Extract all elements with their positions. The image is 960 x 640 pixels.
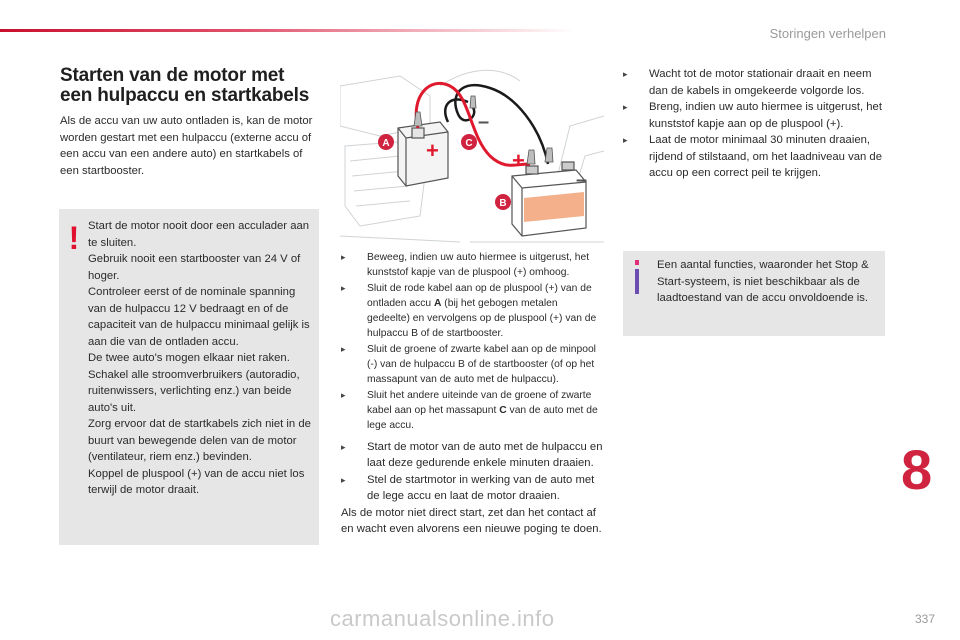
connection-steps xyxy=(341,250,603,538)
bullet-icon: ▸ xyxy=(341,441,346,452)
warning-line: Gebruik nooit een startbooster van 24 V of hoger. xyxy=(88,253,301,282)
step-bold: C xyxy=(499,404,507,416)
bullet-icon: ▸ xyxy=(623,102,628,112)
label-a xyxy=(378,134,394,150)
label-c xyxy=(461,134,477,150)
plus-sign-b: + xyxy=(512,148,525,173)
list-item xyxy=(623,99,885,132)
page-title: Starten van de motor met een hulpaccu en startkabels xyxy=(60,65,310,106)
battery-a xyxy=(398,122,448,186)
warning-line: Controleer eerst of de nominale spanning van de hulpaccu 12 V bedraagt en of de capaciteit van de hulpaccu minimaal gelijk is aan die van de ontladen accu. xyxy=(88,286,310,348)
svg-text:C: C xyxy=(465,138,473,149)
warning-line: Start de motor nooit door een acculader aan te sluiten. xyxy=(88,220,310,249)
chapter-number: 8 xyxy=(901,438,933,501)
warning-line: Koppel de pluspool (+) van de accu niet los terwijl de motor draait. xyxy=(88,467,305,496)
step-text: van de auto met de lege accu. xyxy=(367,404,598,432)
list-item xyxy=(623,132,885,182)
jump-start-illustration xyxy=(340,66,604,244)
exclamation-icon: ! xyxy=(68,220,80,256)
warning-line: Schakel alle stroomverbruikers (autoradio, ruitenwissers, verlichting enz.) van beide auto's uit. xyxy=(88,368,300,414)
section-title: Storingen verhelpen xyxy=(769,26,886,41)
list-item xyxy=(341,342,603,388)
step-text: Wacht tot de motor stationair draait en neem dan de kabels in omgekeerde volgorde los. xyxy=(649,68,872,97)
finishing-steps xyxy=(623,66,885,182)
bullet-icon: ▸ xyxy=(341,343,346,354)
step-text: Sluit de groene of zwarte kabel aan op de minpool (-) van de hulpaccu B of de startbooster (of op het massapunt van de auto met de hulpaccu). xyxy=(367,343,596,386)
intro-paragraph: Als de accu van uw auto ontladen is, kan de motor worden gestart met een hulpaccu (externe accu of een accu van een andere auto) en startkabels of een startbooster. xyxy=(60,115,313,177)
step-text: Laat de motor minimaal 30 minuten draaien, rijdend of stilstaand, om het laadniveau van de accu op een correct peil te krijgen. xyxy=(649,134,882,179)
warning-line: De twee auto's mogen elkaar niet raken. xyxy=(88,352,290,364)
bullet-icon: ▸ xyxy=(341,252,346,262)
step-text: Start de motor van de auto met de hulpaccu en laat deze gedurende enkele minuten draaien. xyxy=(367,440,603,470)
page-number: 337 xyxy=(915,612,936,626)
step-text: (bij het gebogen metalen gedeelte) en vervolgens op de pluspool (+) van de hulpaccu B of de startbooster. xyxy=(367,297,597,340)
bullet-icon: ▸ xyxy=(341,389,346,400)
step-text: Breng, indien uw auto hiermee is uitgerust, het kunststof kapje aan op de pluspool (+). xyxy=(649,101,882,130)
bullet-icon: ▸ xyxy=(341,474,346,485)
bullet-icon: ▸ xyxy=(623,69,628,79)
info-text: Een aantal functies, waaronder het Stop & Start-systeem, is niet beschikbaar als de laadtoestand van de accu onvoldoende is. xyxy=(657,259,869,304)
warning-line: Zorg ervoor dat de startkabels zich niet in de buurt van bewegende delen van de motor (ventilateur, riem enz.) bevinden. xyxy=(88,418,311,463)
list-item xyxy=(341,439,603,472)
bullet-icon: ▸ xyxy=(623,135,628,145)
battery-b xyxy=(512,162,586,236)
minus-sign-b: – xyxy=(576,169,588,191)
list-item xyxy=(623,66,885,99)
watermark: carmanualsonline.info xyxy=(330,606,555,631)
step-bold: A xyxy=(433,297,442,309)
svg-text:A: A xyxy=(382,138,390,149)
label-b xyxy=(495,194,511,210)
info-icon xyxy=(633,260,641,294)
info-box xyxy=(623,251,885,336)
step-text: Sluit de rode kabel aan op de pluspool (+) van de ontladen accu xyxy=(367,282,592,309)
plus-sign-a: + xyxy=(426,138,439,163)
minus-sign-c: – xyxy=(478,111,490,133)
step-text: Beweeg, indien uw auto hiermee is uitgerust, het kunststof kapje van de pluspool (+) omhoog. xyxy=(367,252,590,279)
bullet-icon: ▸ xyxy=(341,282,346,293)
list-item xyxy=(341,388,603,434)
warning-text xyxy=(88,218,314,499)
list-item xyxy=(341,281,603,342)
list-item xyxy=(341,472,603,505)
list-item xyxy=(341,250,603,281)
step-text: Stel de startmotor in werking van de auto met de lege accu en laat de motor draaien. xyxy=(367,473,595,503)
step-text: Sluit het andere uiteinde van de groene of zwarte kabel aan op het massapunt xyxy=(367,389,592,416)
retry-paragraph: Als de motor niet direct start, zet dan het contact af en wacht even alvorens een nieuwe poging te doen. xyxy=(341,506,602,536)
svg-text:B: B xyxy=(499,198,507,209)
warning-box xyxy=(59,209,319,545)
